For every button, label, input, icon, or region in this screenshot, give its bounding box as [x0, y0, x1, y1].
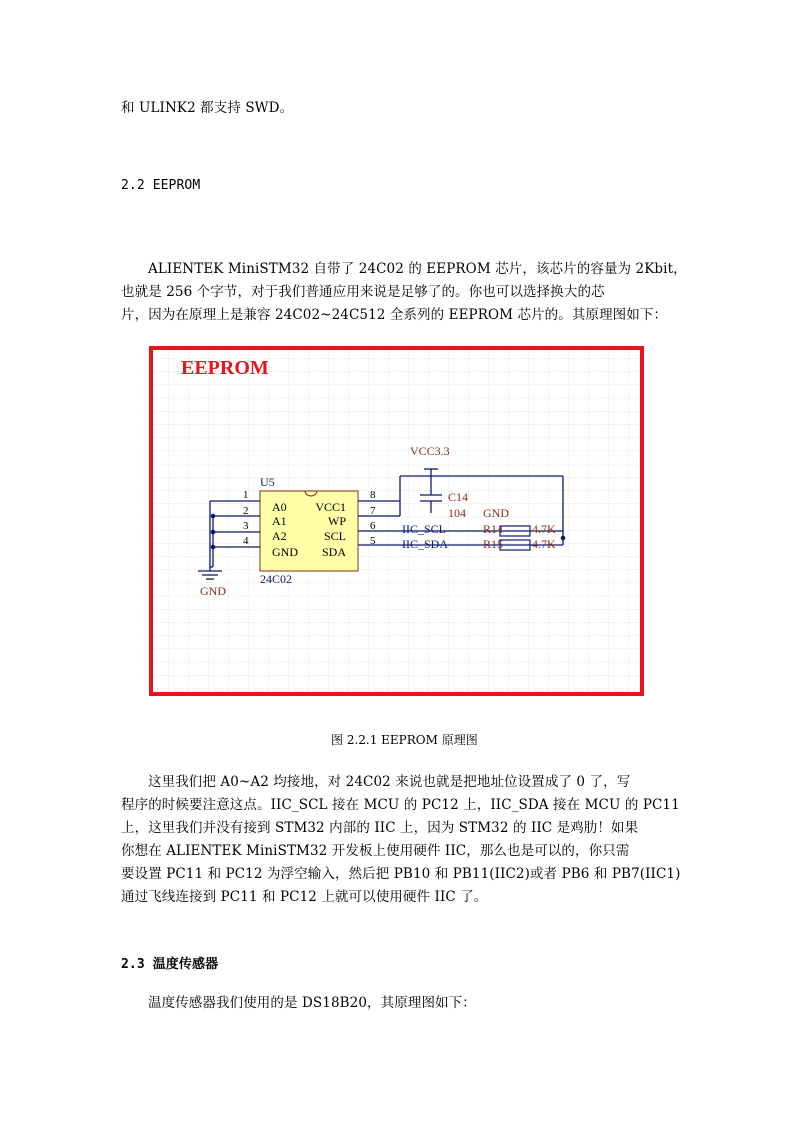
pin-name-wp: WP	[328, 514, 346, 528]
gnd-left-label: GND	[200, 584, 226, 598]
pin-name-gnd: GND	[272, 545, 298, 559]
paragraph-line: 片，因为在原理上是兼容 24C02~24C512 全系列的 EEPROM 芯片的。其原理图如下：	[121, 307, 668, 323]
eeprom-schematic	[148, 345, 645, 697]
paragraph-intro-line: 和 ULINK2 都支持 SWD。	[121, 100, 294, 116]
paragraph-line: 通过飞线连接到 PC11 和 PC12 上就可以使用硬件 IIC 了。	[121, 889, 488, 905]
pin-name-sda: SDA	[321, 545, 346, 559]
pin-num-5: 5	[370, 535, 376, 547]
pin-name-vcc1: VCC1	[315, 500, 346, 514]
r14-ref: R14	[483, 522, 504, 536]
gnd-label: GND	[483, 506, 509, 520]
vcc-label: VCC3.3	[410, 444, 450, 458]
cap-ref: C14	[448, 490, 469, 504]
chip-ref: U5	[260, 475, 275, 489]
heading-2-3: 2.3 温度传感器	[121, 957, 219, 972]
paragraph-line: 这里我们把 A0~A2 均接地，对 24C02 来说也就是把地址位设置成了 0 了，写	[148, 774, 631, 790]
chip-part: 24C02	[260, 572, 293, 586]
pin-num-8: 8	[370, 489, 376, 501]
paragraph-line: 你想在 ALIENTEK MiniSTM32 开发板上使用硬件 IIC，那么也是可以的，你只需	[121, 843, 630, 859]
pin-name-a0: A0	[272, 500, 287, 514]
paragraph-line: ALIENTEK MiniSTM32 自带了 24C02 的 EEPROM 芯片，该芯片的容量为 2Kbit，	[148, 261, 687, 277]
pin-num-6: 6	[370, 520, 376, 532]
r15-value: 4.7K	[532, 537, 556, 551]
pin-num-3: 3	[243, 520, 249, 532]
pin-name-scl: SCL	[323, 529, 346, 543]
pin-num-1: 1	[243, 489, 249, 501]
r15-ref: R15	[483, 537, 504, 551]
net-iic-sda: IIC_SDA	[402, 537, 449, 551]
paragraph-line: 程序的时候要注意这点。IIC_SCL 接在 MCU 的 PC12 上，IIC_SDA 接在 MCU 的 PC11	[121, 797, 680, 813]
pin-num-7: 7	[370, 505, 376, 517]
paragraph-line: 上，这里我们并没有接到 STM32 内部的 IIC 上，因为 STM32 的 IIC 是鸡肋！如果	[121, 820, 639, 836]
figure-caption: 图 2.2.1 EEPROM 原理图	[331, 733, 478, 747]
r14-value: 4.7K	[532, 522, 556, 536]
schematic-grid	[151, 348, 642, 694]
pin-num-4: 4	[243, 535, 249, 547]
heading-2-2: 2.2 EEPROM	[121, 178, 201, 193]
paragraph-line: 也就是 256 个字节，对于我们普通应用来说是足够了的。你也可以选择换大的芯	[121, 284, 605, 300]
paragraph-line: 要设置 PC11 和 PC12 为浮空输入，然后把 PB10 和 PB11(IIC2)或者 PB6 和 PB7(IIC1)	[121, 866, 681, 882]
net-iic-scl: IIC_SCL	[402, 522, 447, 536]
schematic-title: EEPROM	[181, 357, 269, 379]
pin-name-a2: A2	[272, 529, 287, 543]
junction-dot-right	[561, 536, 566, 541]
pin-num-2: 2	[243, 505, 249, 517]
cap-value: 104	[448, 506, 466, 520]
paragraph-temp-sensor: 温度传感器我们使用的是 DS18B20，其原理图如下：	[148, 995, 476, 1011]
pin-name-a1: A1	[272, 514, 287, 528]
